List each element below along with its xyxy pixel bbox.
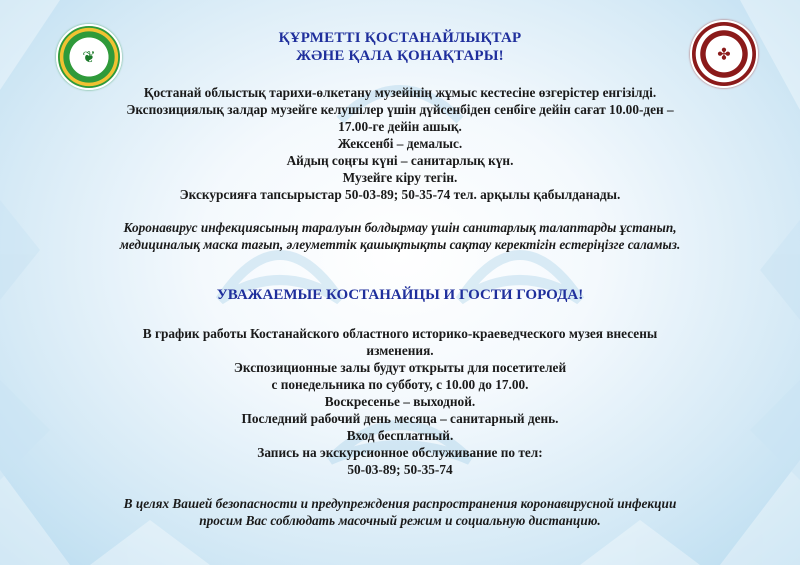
kz-text-line: Музейге кіру тегін.: [342, 170, 458, 185]
ru-phone-numbers: 50-03-89; 50-35-74: [347, 462, 453, 477]
ru-text-line: с понедельника по субботу, с 10.00 до 17.00.: [271, 377, 529, 392]
ru-text-line: Экспозиционные залы будут открыты для посетителей: [233, 360, 567, 375]
museum-logo-icon: ✤: [690, 20, 758, 88]
ru-notice-line: просим Вас соблюдать масочный режим и социальную дистанцию.: [199, 513, 601, 528]
kz-text-line: Айдың соңғы күні – санитарлық күн.: [286, 153, 514, 168]
kz-title-line-1: ҚҰРМЕТТІ ҚОСТАНАЙЛЫҚТАР: [278, 30, 522, 46]
ru-text-line: Вход бесплатный.: [346, 428, 454, 443]
kz-text-line: Жексенбі – демалыс.: [337, 136, 463, 151]
kz-title-line-2: ЖӘНЕ ҚАЛА ҚОНАҚТАРЫ!: [296, 48, 504, 64]
ru-text-line: Запись на экскурсионное обслуживание по тел:: [257, 445, 543, 460]
ru-text-line: В график работы Костанайского областного историко-краеведческого музея внесены: [142, 326, 658, 341]
kz-text-line: Қостанай облыстық тарихи-өлкетану музейінің жұмыс кестесіне өзгерістер енгізілді.: [143, 85, 657, 100]
ru-notice-line: В целях Вашей безопасности и предупреждения распространения коронавирусной инфекции: [123, 496, 677, 511]
kz-text-line: 17.00-ге дейін ашық.: [338, 119, 462, 134]
ru-title: УВАЖАЕМЫЕ КОСТАНАЙЦЫ И ГОСТИ ГОРОДА!: [216, 287, 584, 303]
kz-text-line: Экспозициялық залдар музейге келушілер үшін дүйсенбіден сенбіге дейін сағат 10.00-ден –: [126, 102, 674, 117]
kz-notice-line: медициналық маска тағып, әлеуметтік қашықтықты сақтау керектігін естеріңізге саламыз.: [119, 237, 681, 252]
ru-text-line: Последний рабочий день месяца – санитарный день.: [241, 411, 559, 426]
regional-emblem-icon: ❦: [56, 24, 122, 90]
ru-text-line: изменения.: [366, 343, 434, 358]
kz-notice-line: Коронавирус инфекциясының таралуын болдырмау үшін санитарлық талаптарды ұстанып,: [123, 220, 677, 235]
ru-text-line: Воскресенье – выходной.: [324, 394, 476, 409]
kz-text-line: Экскурсияға тапсырыстар 50-03-89; 50-35-74 тел. арқылы қабылданады.: [179, 187, 621, 202]
